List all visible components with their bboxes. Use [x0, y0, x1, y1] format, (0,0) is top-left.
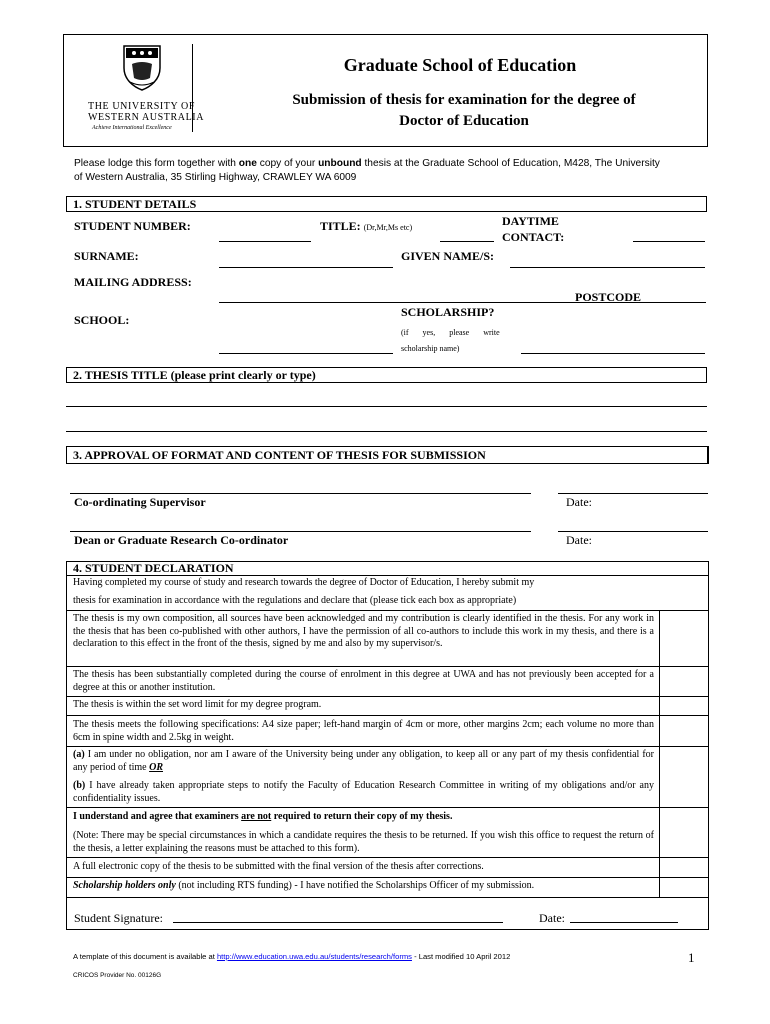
dean-signature-field[interactable]: [70, 531, 531, 532]
student-signature-field[interactable]: [173, 922, 503, 923]
supervisor-label: Co-ordinating Supervisor: [74, 495, 206, 509]
row-divider: [66, 715, 709, 716]
checkbox-item-5[interactable]: [660, 747, 708, 806]
thesis-title-field-2[interactable]: [66, 431, 707, 432]
dean-date-label: Date:: [566, 533, 592, 547]
checkbox-item-8[interactable]: [660, 878, 708, 896]
intro-part3: thesis at the Graduate School of Education, M428, The University: [361, 158, 660, 169]
title-hint: (Dr,Mr,Ms etc): [363, 223, 413, 232]
checkbox-item-3[interactable]: [660, 697, 708, 714]
declaration-item-6: [73, 811, 654, 824]
surname-field[interactable]: [219, 267, 393, 268]
student-date-label: Date:: [539, 911, 568, 925]
checkbox-item-4[interactable]: [660, 716, 708, 745]
logo-text-line2: WESTERN AUSTRALIA: [88, 112, 205, 123]
row-divider: [66, 897, 709, 898]
row-divider: [66, 610, 709, 611]
item5a-or: OR: [149, 761, 163, 773]
supervisor-signature-field[interactable]: [70, 493, 531, 494]
item8-bold: Scholarship holders only: [73, 880, 176, 891]
scholarship-field[interactable]: [521, 353, 705, 354]
declaration-item-8: [73, 880, 654, 893]
intro-part2: copy of your: [256, 158, 319, 169]
title-label: TITLE:: [320, 219, 361, 233]
checkbox-item-1[interactable]: [660, 611, 708, 665]
checkbox-item-7[interactable]: [660, 858, 708, 876]
supervisor-date-label: Date:: [566, 495, 592, 509]
declaration-intro-1: Having completed my course of study and research towards the degree of Doctor of Education, I hereby submit my: [73, 577, 535, 588]
item5b-text: I have already taken appropriate steps to notify the Faculty of Education Research Committee in writing of my obligations and/or any confidentiality issues.: [73, 780, 654, 804]
item5a-label: (a): [73, 749, 85, 760]
item6-are-not: are not: [241, 811, 272, 822]
item6-bold1: I understand and agree that examiners: [73, 811, 242, 822]
declaration-item-3: The thesis is within the set word limit for my degree program.: [73, 699, 322, 710]
section2-heading: 2. THESIS TITLE (please print clearly or type): [73, 368, 316, 382]
contact-field[interactable]: [633, 241, 705, 242]
declaration-intro-2: thesis for examination in accordance with the regulations and declare that (please tick each box as appropriate): [73, 595, 517, 606]
declaration-item-6-note: (Note: There may be special circumstances in which a candidate requires the thesis to be returned. If you wish this office to request the return of the thesis, a letter explaining the reasons must be attached to this form).: [73, 830, 654, 854]
section1-heading: 1. STUDENT DETAILS: [73, 197, 197, 211]
forms-link[interactable]: http://www.education.uwa.edu.au/students/research/forms: [216, 952, 412, 961]
student-number-label: STUDENT NUMBER:: [74, 219, 191, 233]
given-names-field[interactable]: [510, 267, 705, 268]
footer-template-prefix: A template of this document is available at: [73, 952, 217, 961]
mailing-address-label: MAILING ADDRESS:: [74, 275, 192, 289]
row-divider: [66, 696, 709, 697]
declaration-item-2: The thesis has been substantially completed during the course of enrolment in this degree at UWA and has not previously been accepted for a degree at this or another institution.: [73, 669, 654, 693]
checkbox-item-2[interactable]: [660, 667, 708, 695]
given-names-label: GIVEN NAME/S:: [401, 249, 495, 263]
supervisor-date-field[interactable]: [558, 493, 708, 494]
surname-label: SURNAME:: [74, 249, 139, 263]
page-subtitle-line1: Submission of thesis for examination for the degree of: [292, 92, 636, 108]
postcode-label: POSTCODE: [575, 290, 642, 304]
checkbox-item-6[interactable]: [660, 808, 708, 856]
scholarship-hint-2: scholarship name): [401, 344, 460, 353]
dean-label: Dean or Graduate Research Co-ordinator: [74, 533, 289, 547]
footer-modified: - Last modified 10 April 2012: [411, 952, 511, 961]
section4-heading: 4. STUDENT DECLARATION: [73, 561, 234, 575]
title-field[interactable]: [440, 241, 494, 242]
page-number: 1: [688, 950, 695, 965]
scholarship-hint-1: (if yes, please write: [401, 328, 500, 337]
title-label-group: [320, 219, 412, 234]
item8-text: (not including RTS funding) - I have notified the Scholarships Officer of my submission.: [175, 880, 535, 891]
declaration-item-4: The thesis meets the following specifications: A4 size paper; left-hand margin of 4cm or more, other margins 2cm; each volume no more than 6cm in spine width and 2.5kg in weight.: [73, 719, 654, 743]
section3-heading: 3. APPROVAL OF FORMAT AND CONTENT OF THESIS FOR SUBMISSION: [73, 448, 486, 462]
crest-icon: [120, 42, 164, 92]
declaration-item-1: The thesis is my own composition, all sources have been acknowledged and my contribution is clearly identified in the thesis. For any work in the thesis that has been co-published with other authors, I have the permission of all co-authors to include this work in my thesis, and there is a declaration to this effect in the front of the thesis, signed by me and also by my supervisor/s.: [73, 613, 654, 649]
student-signature-label: Student Signature:: [74, 911, 166, 925]
page-title: Graduate School of Education: [343, 55, 577, 75]
logo-divider: [192, 44, 193, 132]
university-logo: [82, 40, 205, 135]
row-divider: [66, 877, 709, 878]
item5a-text: I am under no obligation, nor am I aware of the University being under any obligation, to keep all or any part of my thesis confidential for any period of time: [73, 749, 654, 773]
scholarship-label: SCHOLARSHIP?: [401, 305, 495, 319]
dean-date-field[interactable]: [558, 531, 708, 532]
page-subtitle-line2: Doctor of Education: [399, 113, 529, 129]
item5b-label: (b): [73, 780, 86, 791]
intro-line2: of Western Australia, 35 Stirling Highway, CRAWLEY WA 6009: [74, 172, 357, 183]
cricos-number: CRICOS Provider No. 00126G: [73, 972, 162, 979]
intro-part1: Please lodge this form together with: [74, 158, 239, 169]
row-divider: [66, 857, 709, 858]
thesis-title-field-1[interactable]: [66, 406, 707, 407]
school-field[interactable]: [219, 353, 393, 354]
declaration-item-5b: [73, 780, 654, 805]
item6-bold2: required to return their copy of my thesis.: [271, 811, 453, 822]
student-date-field[interactable]: [570, 922, 678, 923]
logo-motto: Achieve International Excellence: [92, 125, 172, 131]
intro-unbound: unbound: [318, 158, 362, 169]
intro-text: [74, 157, 714, 185]
row-divider: [66, 746, 709, 747]
logo-text-line1: THE UNIVERSITY OF: [88, 101, 196, 112]
footer-template-text: [73, 952, 510, 961]
declaration-item-7: A full electronic copy of the thesis to be submitted with the final version of the thesis after corrections.: [73, 861, 484, 872]
student-number-field[interactable]: [219, 241, 311, 242]
school-label: SCHOOL:: [74, 313, 130, 327]
mailing-address-field[interactable]: [219, 302, 706, 303]
row-divider: [66, 807, 709, 808]
intro-one: one: [238, 158, 257, 169]
contact-label: CONTACT:: [502, 230, 565, 244]
row-divider: [66, 575, 709, 576]
declaration-item-5a: [73, 749, 654, 774]
row-divider: [66, 666, 709, 667]
daytime-label: DAYTIME: [502, 214, 559, 228]
